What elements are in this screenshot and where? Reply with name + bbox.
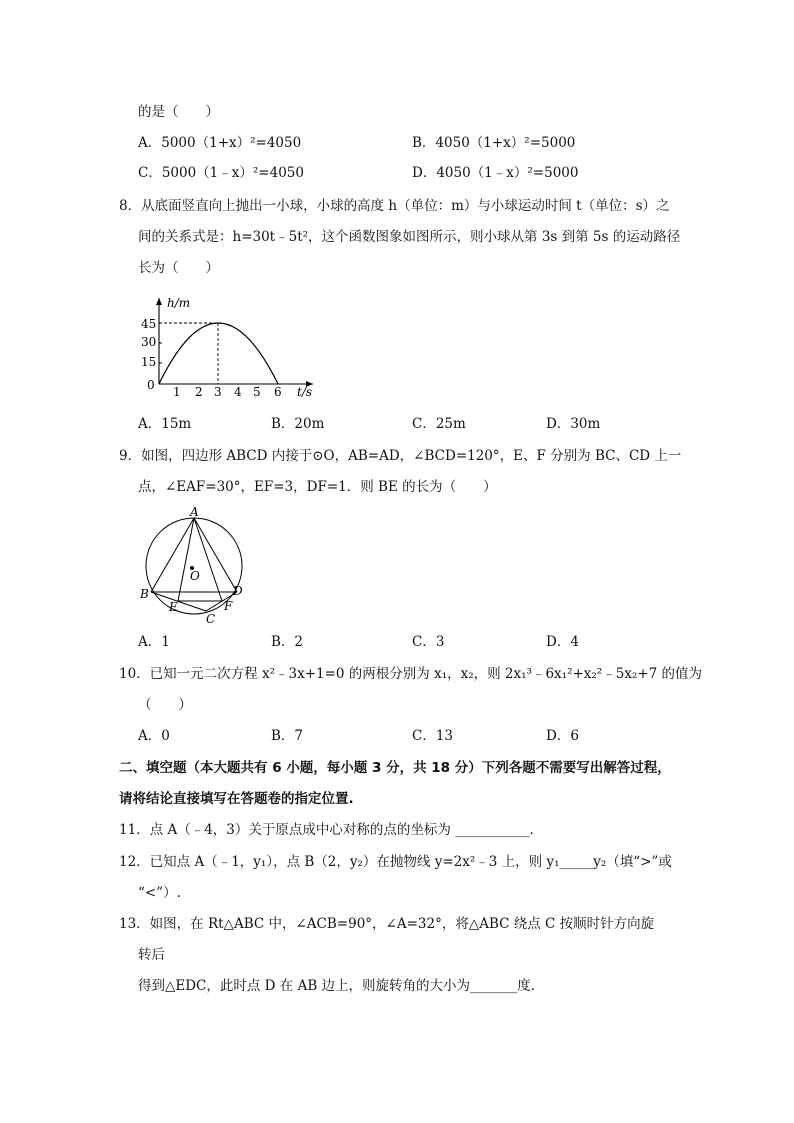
q7-option-b: B．4050（1+x）²=5000 xyxy=(412,135,576,151)
segment-ae xyxy=(178,518,194,601)
origin-label: 0 xyxy=(147,378,155,392)
q7-option-a: A．5000（1+x）²=4050 xyxy=(138,135,302,151)
parabola-curve xyxy=(159,323,278,384)
q10-option-c: C．13 xyxy=(412,728,454,744)
q13-line-2: 转后 xyxy=(138,947,165,963)
q11-text: 11．点 A（﹣4，3）关于原点成中心对称的点的坐标为 ___________. xyxy=(119,822,534,838)
label-f: F xyxy=(224,599,233,613)
q7-option-c: C．5000（1﹣x）²=4050 xyxy=(138,165,304,181)
label-b: B xyxy=(140,587,149,601)
q8-option-d: D．30m xyxy=(546,416,601,432)
q10-line-2: （ ） xyxy=(138,697,192,713)
q9-option-c: C．3 xyxy=(412,634,445,650)
q12-line-2: “<”）. xyxy=(138,885,181,901)
label-d: D xyxy=(233,584,243,598)
y-tick-label: 45 xyxy=(141,317,157,331)
y-tick-label: 15 xyxy=(141,355,157,369)
q8-line-3: 长为（ ） xyxy=(138,260,219,276)
q8-height-time-graph xyxy=(135,292,325,404)
y-tick-label: 30 xyxy=(141,335,157,349)
q8-option-b: B．20m xyxy=(271,416,325,432)
q7-question-tail: 的是（ ） xyxy=(138,104,219,120)
q9-line-2: 点，∠EAF=30°，EF=3，DF=1．则 BE 的长为（ ） xyxy=(138,479,497,495)
label-o: O xyxy=(190,569,200,583)
label-a: A xyxy=(190,505,199,519)
q9-option-d: D．4 xyxy=(546,634,579,650)
x-tick-label: 6 xyxy=(274,385,282,399)
q10-option-d: D．6 xyxy=(546,728,579,744)
section-2-heading-line-2: 请将结论直接填写在答题卷的指定位置. xyxy=(119,791,354,807)
q10-option-a: A．0 xyxy=(138,728,170,744)
q10-option-b: B．7 xyxy=(271,728,304,744)
q7-option-d: D．4050（1﹣x）²=5000 xyxy=(412,165,579,181)
label-e: E xyxy=(169,600,178,614)
x-tick-label: 3 xyxy=(214,385,222,399)
q9-line-1: 9．如图，四边形 ABCD 内接于⊙O，AB=AD，∠BCD=120°，E、F 分别为 BC、CD 上一 xyxy=(119,448,682,464)
y-axis-arrow-icon xyxy=(156,298,162,305)
q8-option-a: A．15m xyxy=(138,416,192,432)
q8-line-1: 8．从底面竖直向上抛出一小球，小球的高度 h（单位：m）与小球运动时间 t（单位：s）之 xyxy=(119,198,670,214)
q9-circle-figure xyxy=(136,502,256,627)
segment-ab xyxy=(151,518,194,592)
x-axis-label: t/s xyxy=(297,385,313,399)
x-tick-label: 5 xyxy=(253,385,261,399)
q12-line-1: 12．已知点 A（﹣1，y₁），点 B（2，y₂）在抛物线 y=2x²﹣3 上，则 y₁_____y₂（填“>”或 xyxy=(119,854,672,870)
q9-option-a: A．1 xyxy=(138,634,170,650)
q13-line-3: 得到△EDC，此时点 D 在 AB 边上，则旋转角的大小为_______度. xyxy=(138,978,536,994)
label-c: C xyxy=(206,612,216,626)
q8-option-c: C．25m xyxy=(412,416,466,432)
q9-option-b: B．2 xyxy=(271,634,304,650)
q10-line-1: 10．已知一元二次方程 x²﹣3x+1=0 的两根分别为 x₁，x₂，则 2x₁³﹣6x₁²+x₂²﹣5x₂+7 的值为 xyxy=(119,666,703,682)
q8-line-2: 间的关系式是：h=30t﹣5t²，这个函数图象如图所示，则小球从第 3s 到第 5s 的运动路径 xyxy=(138,229,681,245)
q13-line-1: 13．如图，在 Rt△ABC 中，∠ACB=90°，∠A=32°，将△ABC 绕点 C 按顺时针方向旋 xyxy=(119,916,655,932)
y-axis-label: h/m xyxy=(167,296,191,310)
x-tick-label: 1 xyxy=(173,385,181,399)
x-tick-label: 4 xyxy=(234,385,242,399)
x-tick-label: 2 xyxy=(195,385,203,399)
section-2-heading-line-1: 二、填空题（本大题共有 6 小题，每小题 3 分，共 18 分）下列各题不需要写出解答过程， xyxy=(119,760,671,776)
